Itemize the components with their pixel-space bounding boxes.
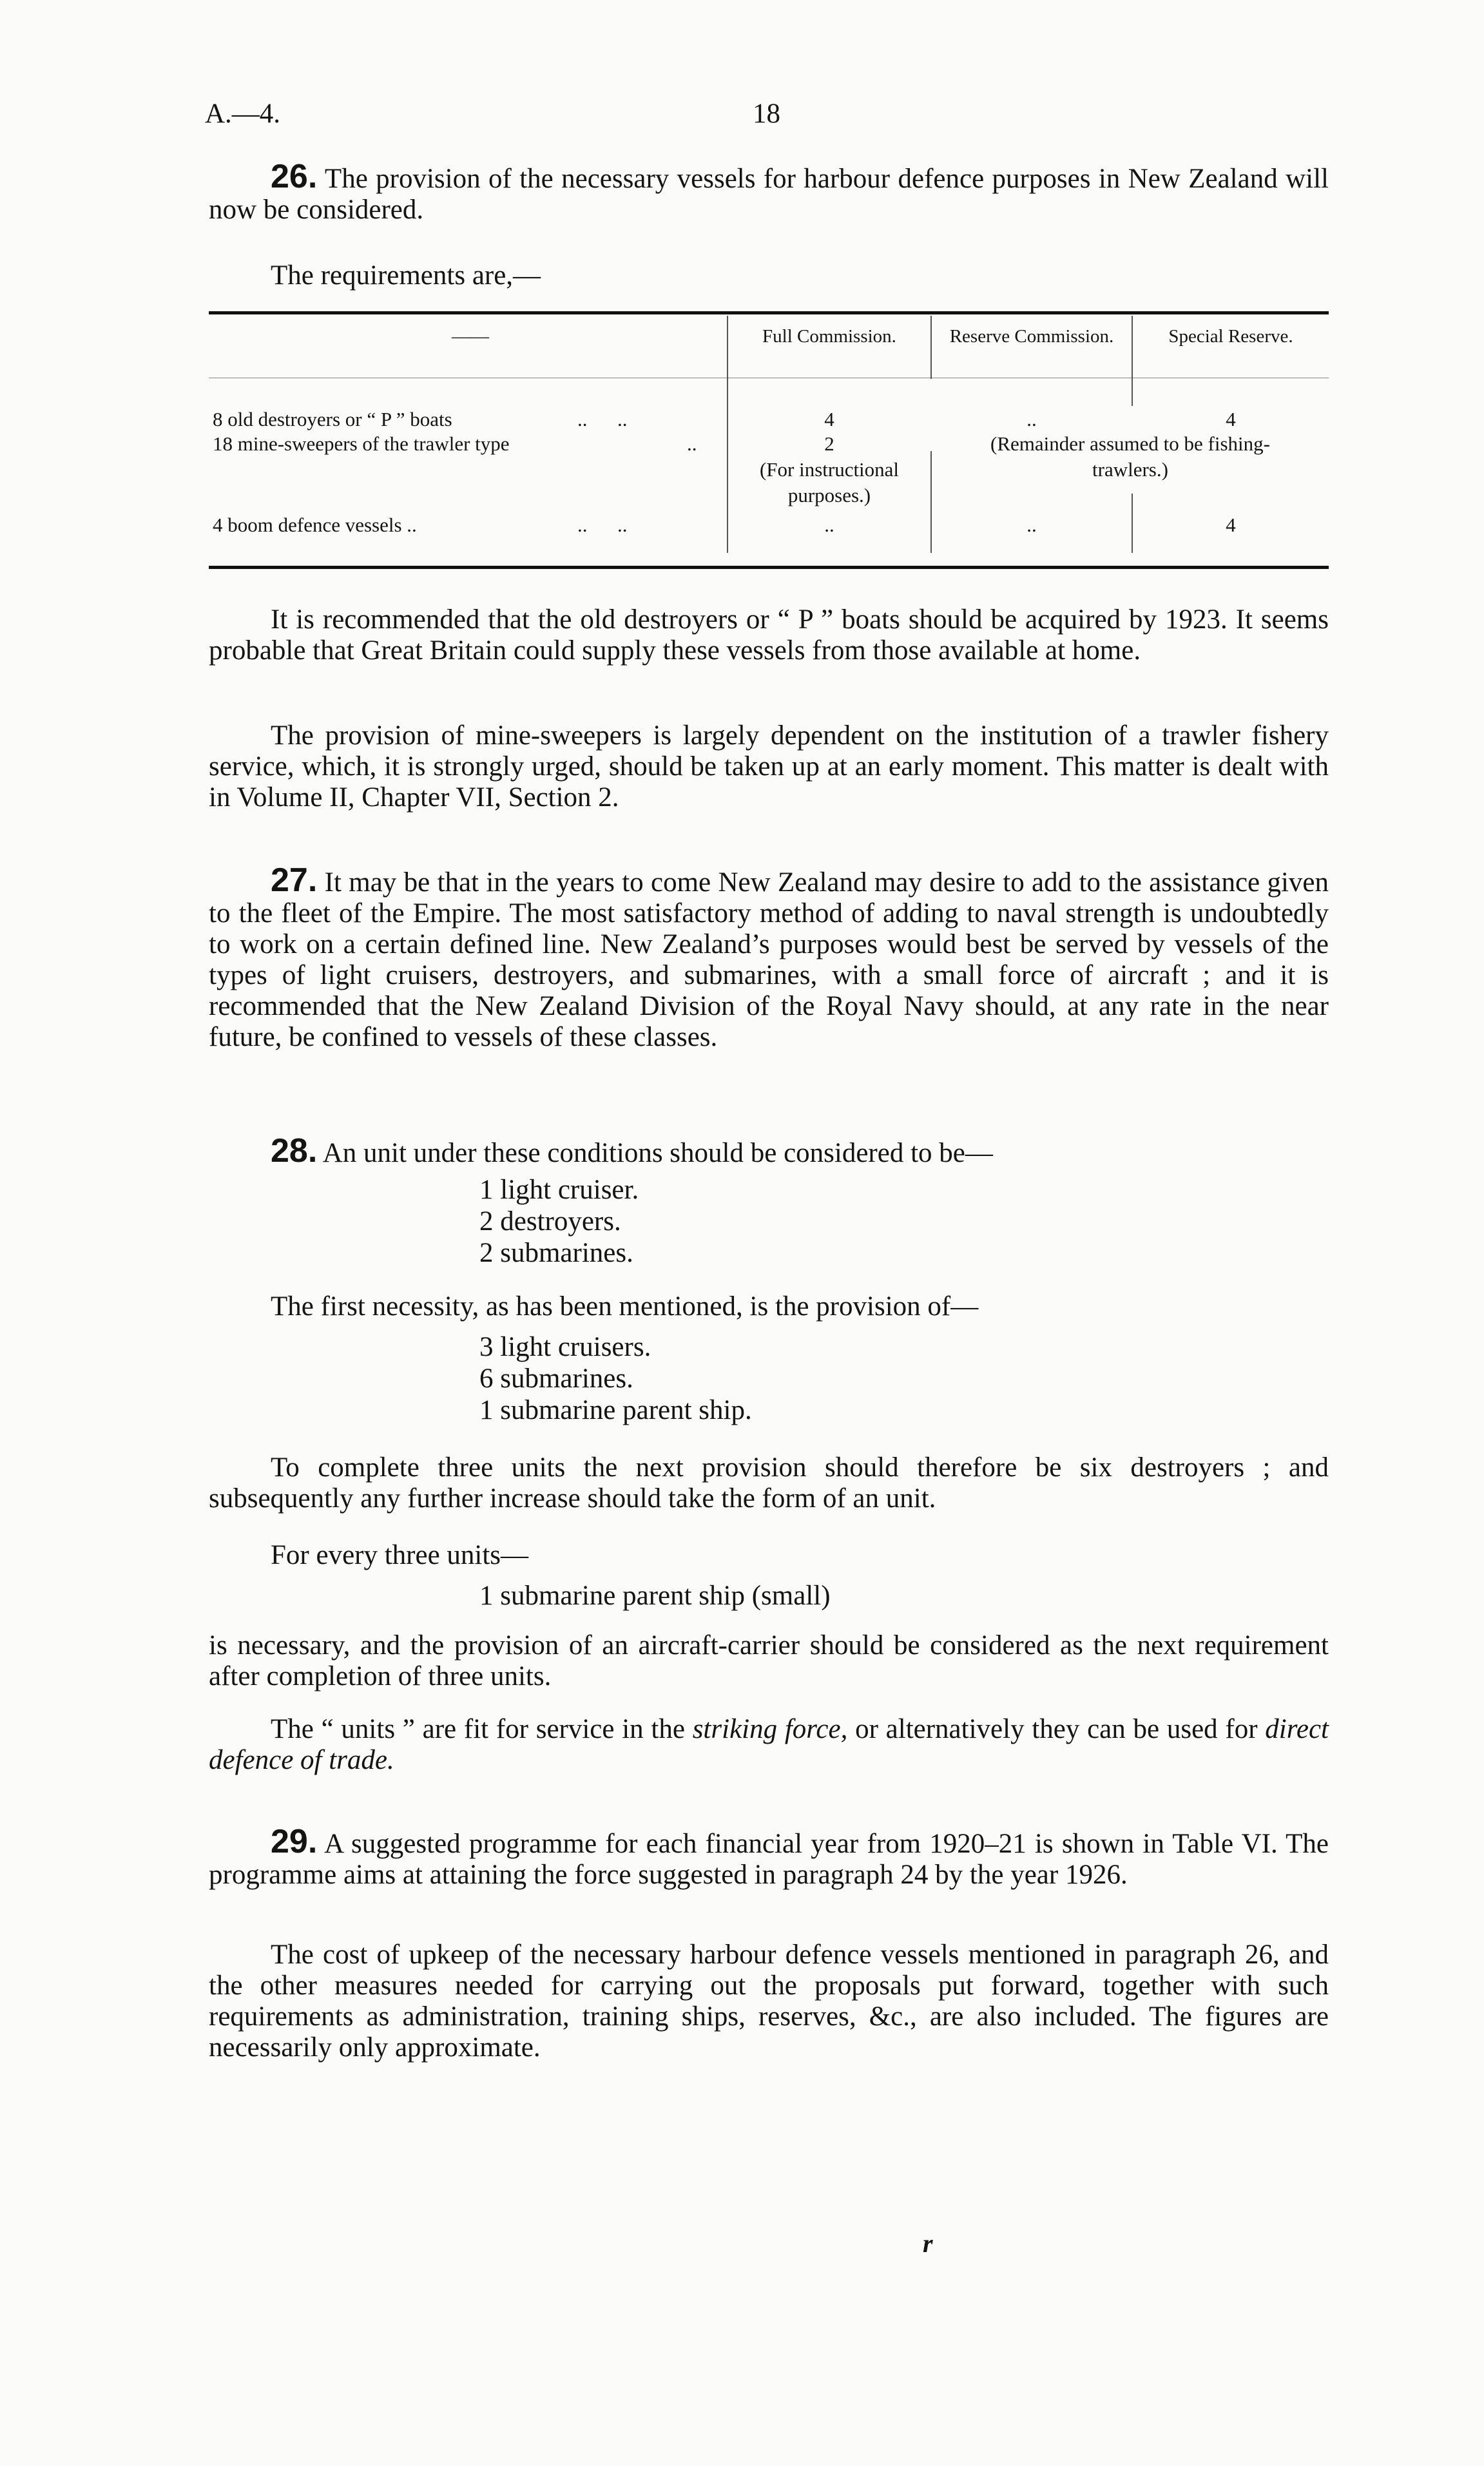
- column-divider: [930, 316, 932, 379]
- paragraph-mine-sweepers: The provision of mine-sweepers is largely dependent on the institution of a trawler fishery service, which, it is strongly urged, should be taken up at an early moment. This matter is dealt with in Volume II, Chapter VII, Section 2.: [209, 720, 1329, 813]
- paragraph-28: [209, 1132, 1329, 1170]
- text-run: or alternatively they can be used for: [847, 1714, 1266, 1744]
- first-necessity: The first necessity, as has been mentioned, is the provision of—: [271, 1291, 979, 1322]
- table-header-full-commission: Full Commission.: [762, 326, 896, 347]
- list-item: 6 submarines.: [479, 1363, 633, 1394]
- paragraph-complete-units: To complete three units the next provision should therefore be six destroyers ; and subsequently any further increase should take the form of an unit.: [209, 1452, 1329, 1514]
- table-top-rule: [209, 311, 1329, 314]
- table-row-item: 18 mine-sweepers of the trawler type: [213, 432, 510, 455]
- table-cell-reserve: ..: [1026, 514, 1037, 536]
- table-cell-full-note: (For instructional: [759, 458, 900, 481]
- paragraph-number: 28.: [271, 1132, 318, 1170]
- list-item: 2 destroyers.: [479, 1206, 621, 1237]
- emphasis-text: striking force,: [692, 1714, 848, 1744]
- paragraph-number: 26.: [271, 158, 318, 195]
- paragraph-units-striking-force: [209, 1714, 1329, 1776]
- table-row-item: 4 boom defence vessels ..: [213, 514, 417, 536]
- every-three-units-list: [479, 1580, 831, 1612]
- table-header-special-reserve: Special Reserve.: [1168, 326, 1293, 347]
- table-bottom-rule: [209, 566, 1329, 569]
- table-cell-special: 4: [1226, 514, 1236, 536]
- paragraph-aircraft-carrier: is necessary, and the provision of an aircraft-carrier should be considered as the next requirement after completion of three units.: [209, 1630, 1329, 1691]
- table-cell-full: 2: [824, 432, 834, 455]
- paragraph-text: A suggested programme for each financial year from 1920–21 is shown in Table VI. The programme aims at attaining the force suggested in paragraph 24 by the year 1926.: [209, 1829, 1329, 1890]
- list-item: 1 submarine parent ship (small): [479, 1581, 831, 1611]
- table-cell-reserve-special-note: trawlers.): [1092, 458, 1168, 481]
- table-cell-full-note: purposes.): [787, 484, 871, 506]
- table-row-item: 8 old destroyers or “ P ” boats: [213, 408, 452, 430]
- paragraph-destroyers-recommendation: It is recommended that the old destroyers or “ P ” boats should be acquired by 1923. It seems probable that Great Britain could supply these vessels from those available at home.: [209, 604, 1329, 666]
- table-cell-full: 4: [824, 408, 834, 430]
- table-row-leader: .. ..: [577, 408, 628, 430]
- table-row-leader: ..: [687, 432, 697, 455]
- paragraph-text: The provision of the necessary vessels for harbour defence purposes in New Zealand will now be considered.: [209, 164, 1329, 225]
- list-item: 2 submarines.: [479, 1238, 633, 1268]
- first-necessity-list: [479, 1331, 752, 1426]
- requirements-intro: The requirements are,—: [271, 260, 541, 291]
- table-cell-reserve: ..: [1026, 408, 1037, 430]
- doc-reference: A.—4.: [205, 99, 281, 129]
- page-number: 18: [753, 99, 780, 129]
- table-row-leader: .. ..: [577, 514, 628, 536]
- list-item: 1 submarine parent ship.: [479, 1395, 752, 1425]
- table-cell-full: ..: [824, 514, 834, 536]
- paragraph-cost-of-upkeep: The cost of upkeep of the necessary harbour defence vessels mentioned in paragraph 26, and the other measures needed for carrying out the proposals put forward, together with such requirements as administration, training ships, reserves, &c., are also included. The figures are necessarily only approximate.: [209, 1940, 1329, 2063]
- paragraph-text: It may be that in the years to come New Zealand may desire to add to the assistance given to the fleet of the Empire. The most satisfactory method of adding to naval strength is undoubtedly to work on a certain defined line. New Zealand’s purposes would best be served by vessels of the types of light cruisers, destroyers, and submarines, with a small force of aircraft ; and it is recommended that the New Zealand Division of the Royal Navy should, at any rate in the near future, be confined to vessels of these classes.: [209, 867, 1329, 1052]
- footer-mark: r: [923, 2229, 933, 2258]
- table-cell-special: 4: [1226, 408, 1236, 430]
- every-three-units: For every three units—: [271, 1540, 529, 1570]
- text-run: The “ units ” are fit for service in the: [271, 1714, 693, 1744]
- table-cell-reserve-special-note: (Remainder assumed to be fishing-: [990, 432, 1270, 455]
- list-item: 1 light cruiser.: [479, 1175, 639, 1205]
- paragraph-number: 29.: [271, 1823, 318, 1860]
- paragraph-text: An unit under these conditions should be considered to be—: [322, 1138, 993, 1168]
- table-header-reserve-commission: Reserve Commission.: [949, 326, 1114, 347]
- paragraph-29: [209, 1823, 1329, 1891]
- paragraph-27: [209, 862, 1329, 1053]
- list-item: 3 light cruisers.: [479, 1332, 651, 1362]
- paragraph-26: [209, 158, 1329, 226]
- table-header-blank: ——: [452, 326, 489, 347]
- unit-composition-list: [479, 1174, 639, 1269]
- emphasis-text: direct defence of trade.: [209, 1714, 1329, 1775]
- paragraph-number: 27.: [271, 862, 318, 899]
